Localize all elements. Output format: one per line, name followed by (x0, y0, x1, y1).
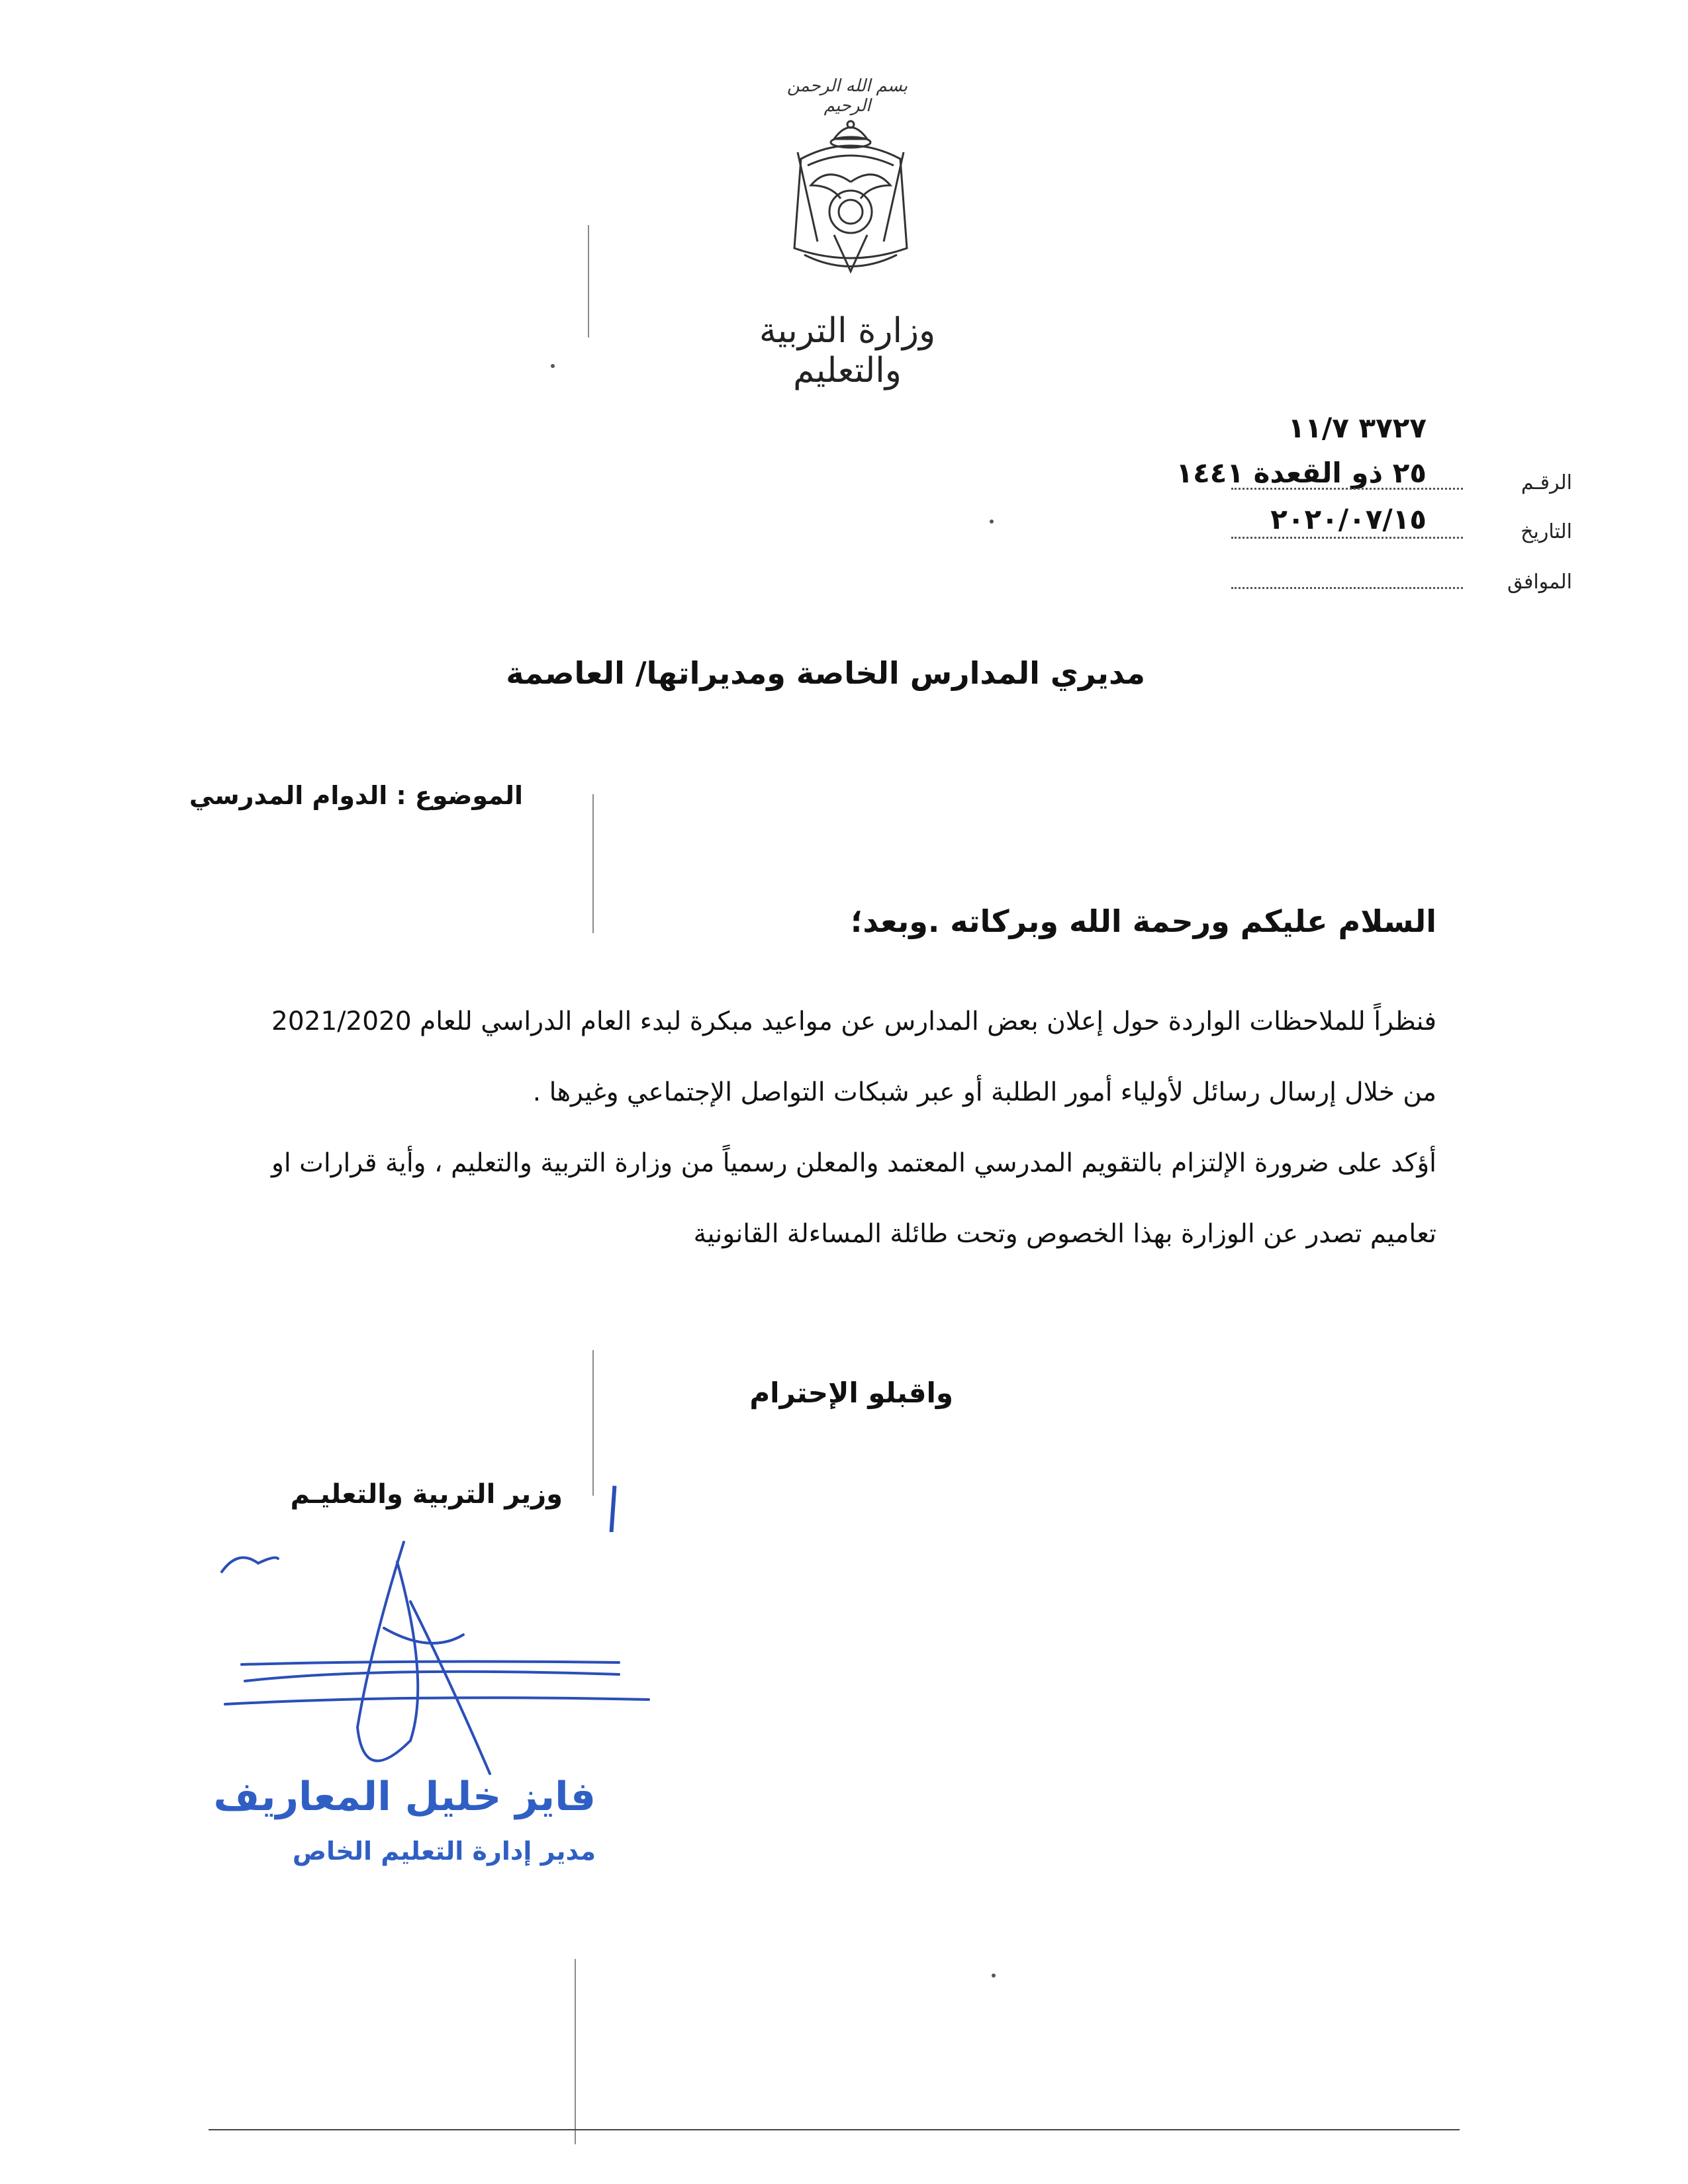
scan-speck (551, 364, 555, 368)
letter-body (271, 986, 1436, 1269)
margin-fold-line (588, 225, 589, 338)
handwritten-signature (212, 1522, 675, 1800)
reference-number-value: ٣٧٢٧ ١١/٧ (1288, 412, 1427, 444)
subject-line: الموضوع : الدوام المدرسي (189, 781, 523, 810)
date-label: التاريخ (1521, 520, 1572, 543)
stamp-name: فايز خليل المعاريف (213, 1774, 596, 1820)
ministry-name: وزارة التربية والتعليم (759, 311, 936, 390)
agreement-label: الموافق (1507, 570, 1572, 594)
date-dotted-line (1231, 537, 1463, 539)
reference-number-label: الرقـم (1521, 471, 1572, 494)
scan-speck (990, 520, 994, 523)
margin-fold-line (592, 794, 594, 933)
greeting-line: السلام عليكم ورحمة الله وبركاته .وبعد؛ (851, 903, 1436, 939)
scan-speck (992, 1974, 996, 1978)
body-paragraph-1: فنظراً للملاحظات الواردة حول إعلان بعض المدارس عن مواعيد مبكرة لبدء العام الدراسي للعام 2021/2020 من خلال إرسال رسائل لأولياء أمور الطلبة أو عبر شبكات التواصل الإجتماعي وغيرها . (271, 1007, 1436, 1107)
jordan-coat-of-arms-icon (781, 113, 920, 285)
hijri-date-value: ٢٥ ذو القعدة ١٤٤١ (1176, 457, 1427, 489)
number-dotted-line (1231, 488, 1463, 490)
signatory-title: وزير التربية والتعليـم (290, 1479, 563, 1510)
body-paragraph-2: أؤكد على ضرورة الإلتزام بالتقويم المدرسي المعتمد والمعلن رسمياً من وزارة التربية والتعليم ، وأية قرارات او تعاميم تصدر عن الوزارة بهذا الخصوص وتحت طائلة المساءلة القانونية (271, 1148, 1436, 1249)
agreement-dotted-line (1231, 587, 1463, 589)
margin-fold-line (592, 1350, 594, 1496)
margin-fold-line (575, 1959, 576, 2144)
gregorian-date-value: ٢٠٢٠/٠٧/١٥ (1270, 503, 1427, 535)
basmala-text: بسم الله الرحمن الرحيم (786, 76, 908, 116)
closing-line: واقبلو الإحترام (749, 1377, 953, 1409)
footer-rule (209, 2129, 1460, 2130)
stamp-title: مدير إدارة التعليم الخاص (292, 1837, 596, 1866)
addressee-line: مديري المدارس الخاصة ومديراتها/ العاصمة (506, 655, 1145, 691)
